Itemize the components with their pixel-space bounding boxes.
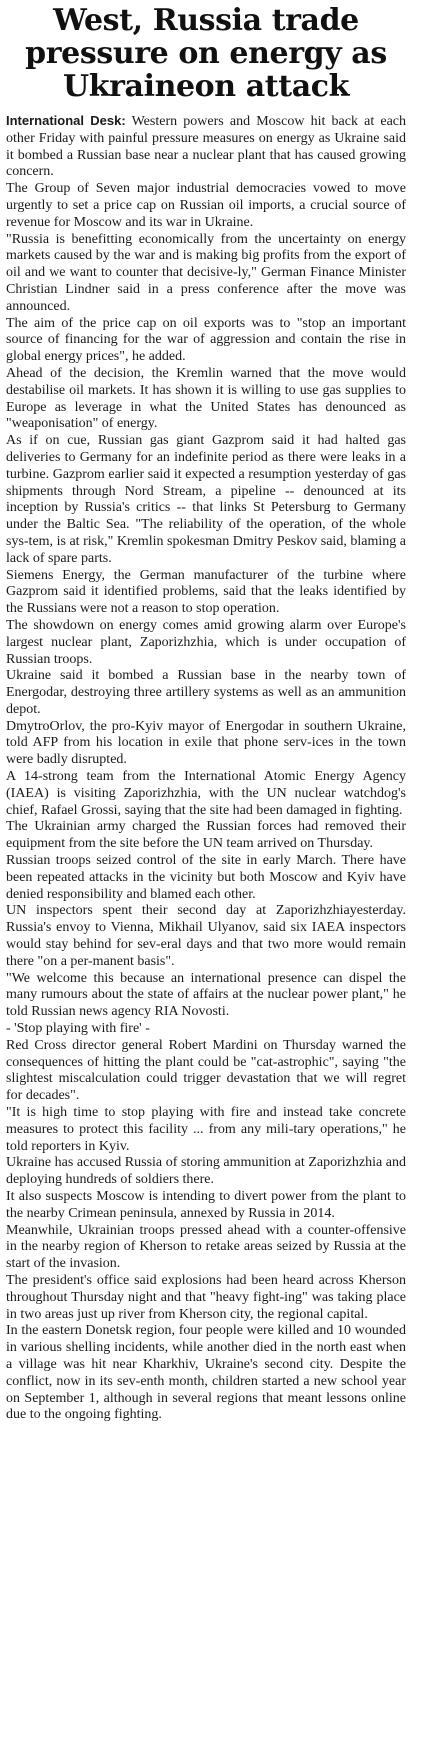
paragraph-ukrainian-army: The Ukrainian army charged the Russian forces had removed their equipment from the site before the UN team arrived on Thursday.: [6, 819, 406, 852]
news-article: [6, 4, 406, 1424]
paragraph-ulyanov-quote: "We welcome this because an international presence can dispel the many rumours about the state of affairs at the nuclear power plant," he told Russian news agency RIA Novosti.: [6, 970, 406, 1020]
paragraph-gazprom: As if on cue, Russian gas giant Gazprom said it had halted gas deliveries to Germany for an indefinite period as there were leaks in a turbine. Gazprom earlier said it expected a resumption yesterday of gas shipments through Nord Stream, a pipeline -- denounced at its inception by Russia's critics -- that links St Petersburg to Germany under the Baltic Sea. "The reliability of the operation, of the whole sys-tem, is at risk," Kremlin spokesman Dmitry Peskov said, blaming a lack of spare parts.: [6, 433, 406, 566]
paragraph-red-cross: Red Cross director general Robert Mardini on Thursday warned the consequences of hitting the plant could be "cat-astrophic", saying "the slightest miscalculation could trigger devastation that we will regret for decades".: [6, 1037, 406, 1104]
paragraph-kremlin-warning: Ahead of the decision, the Kremlin warned that the move would destabilise oil markets. It has shown it is willing to use gas supplies to Europe as leverage in what the United States has denounced as "weaponisation" of energy.: [6, 365, 406, 432]
paragraph-group-price-cap: The Group of Seven major industrial democracies vowed to move urgently to set a price cap on Russian oil imports, a crucial source of revenue for Moscow and its war in Ukraine.: [6, 181, 406, 230]
paragraph-crimea: It also suspects Moscow is intending to divert power from the plant to the nearby Crimean peninsula, annexed by Russia in 2014.: [6, 1189, 406, 1221]
subheading: - 'Stop playing with fire' -: [6, 1021, 150, 1037]
paragraph-showdown: The showdown on energy comes amid growing alarm over Europe's largest nuclear plant, Zaporizhzhia, which is under occupation of Russian troops.: [6, 617, 406, 667]
headline: West, Russia trade pressure on energy as Ukraineon attack: [25, 3, 387, 104]
article-body: [6, 113, 406, 1424]
dateline: International Desk:: [6, 113, 126, 128]
lead-paragraph: [6, 113, 406, 181]
paragraph-ammunition: Ukraine has accused Russia of storing ammunition at Zaporizhzhia and deploying hundreds of soldiers there.: [6, 1155, 406, 1188]
paragraph-donetsk: In the eastern Donetsk region, four people were killed and 10 wounded in various shelling incidents, while another died in the north east when a village was hit near Kharkhiv, Ukraine's second city. Despite the conflict, now in its sev-enth month, children started a new school year on September 1, although in several regions that meant lessons online due to the ongoing fighting.: [6, 1323, 406, 1423]
paragraph-lindner-quote: "Russia is benefitting economically from the uncertainty on energy markets caused by the war and is making big profits from the export of oil and we want to counter that decisive-ly," German Finance Minister Christian Lindner said in a press conference after the move was announced.: [6, 231, 406, 314]
paragraph-orlov: DmytroOrlov, the pro-Kyiv mayor of Energodar in southern Ukraine, told AFP from his location in exile that phone serv-ices in the town were badly disrupted.: [6, 718, 406, 768]
paragraph-energodar-bombing: Ukraine said it bombed a Russian base in the nearby town of Energodar, destroying three artillery systems as well as an ammunition depot.: [6, 668, 406, 717]
paragraph-iaea-team: A 14-strong team from the International Atomic Energy Agency (IAEA) is visiting Zaporizhzhia, with the UN nuclear watchdog's chief, Rafael Grossi, saying that the site had been damaged in fighting.: [6, 769, 406, 818]
paragraph-price-cap-aim: The aim of the price cap on oil exports was to "stop an important source of financing for the war of aggression and contain the rise in global energy prices", he added.: [6, 315, 406, 365]
paragraph-mardini-quote: "It is high time to stop playing with fire and instead take concrete measures to protect this facility ... from any mili-tary operations," he told reporters in Kyiv.: [6, 1105, 406, 1154]
paragraph-site-seized: Russian troops seized control of the site in early March. There have been repeated attacks in the vicinity but both Moscow and Kyiv have denied responsibility and blamed each other.: [6, 853, 406, 902]
lead-text: Western powers and Moscow hit back at each other Friday with painful pressure measures on energy as Ukraine said it bombed a Russian base near a nuclear plant that has caused growing concern.: [6, 114, 407, 180]
paragraph-kherson: The president's office said explosions had been heard across Kherson throughout Thursday night and that "heavy fight-ing" was taking place in two areas just up river from Kherson city, the regional capital.: [6, 1272, 406, 1322]
paragraph-siemens: Siemens Energy, the German manufacturer of the turbine where Gazprom said it identified problems, said that the leaks identified by the Russians were not a reason to stop operation.: [6, 567, 406, 617]
paragraph-un-inspectors: UN inspectors spent their second day at Zaporizhzhiayesterday. Russia's envoy to Vienna, Mikhail Ulyanov, said six IAEA inspectors would stay behind for sev-eral days and that two more would remain there "on a per-manent basis".: [6, 903, 406, 969]
paragraph-counter-offensive: Meanwhile, Ukrainian troops pressed ahead with a counter-offensive in the nearby region of Kherson to retake areas seized by Russia at the start of the invasion.: [6, 1222, 406, 1272]
